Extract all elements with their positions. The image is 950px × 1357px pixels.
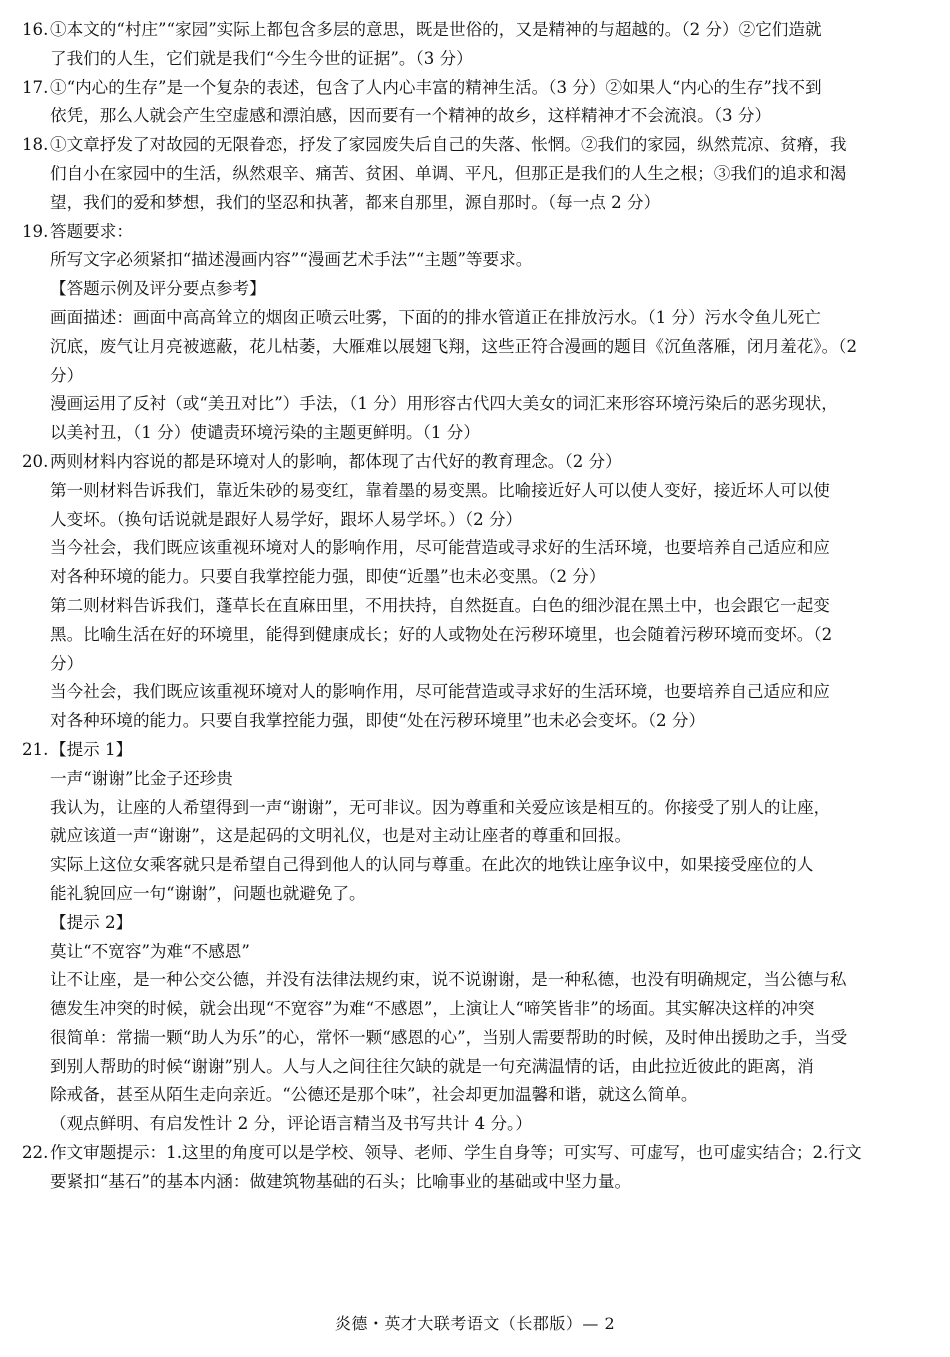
answer-line: 以美衬丑，（1 分）使谴责环境污染的主题更鲜明。（1 分） (50, 423, 480, 443)
answer-line: ①本文的“村庄”“家园”实际上都包含多层的意思，既是世俗的，又是精神的与超越的。（2 分）②它们造就 (50, 20, 822, 39)
answer-line: 两则材料内容说的都是环境对人的影响，都体现了古代好的教育理念。（2 分） (50, 451, 622, 471)
answer-19 (22, 218, 932, 448)
question-number: 17. (22, 77, 49, 97)
answer-line: 所写文字必须紧扣“描述漫画内容”“漫画艺术手法”“主题”等要求。 (50, 250, 533, 270)
answer-line: （观点鲜明、有启发性计 2 分，评论语言精当及书写共计 4 分。） (50, 1114, 532, 1134)
answer-line: 第一则材料告诉我们，靠近朱砂的易变红，靠着墨的易变黑。比喻接近好人可以使人变好，接近坏人可以使 (50, 480, 830, 500)
question-number: 22. (22, 1143, 49, 1163)
answer-line: 黑。比喻生活在好的环境里，能得到健康成长；好的人或物处在污秽环境里，也会随着污秽环境而变坏。（2 (50, 624, 833, 644)
answer-line: 【提示 1】 (50, 739, 133, 759)
answer-17 (22, 74, 932, 132)
answer-line: 让不让座，是一种公交公德，并没有法律法规约束，说不说谢谢，是一种私德，也没有明确规定，当公德与私 (50, 970, 847, 990)
answer-line: 实际上这位女乘客就只是希望自己得到他人的认同与尊重。在此次的地铁让座争议中，如果接受座位的人 (50, 855, 814, 875)
answer-line: 答题要求： (50, 221, 133, 241)
answer-line: 就应该道一声“谢谢”，这是起码的文明礼仪，也是对主动让座者的尊重和回报。 (50, 826, 632, 846)
answer-line: 沉底，废气让月亮被遮蔽，花儿枯萎，大雁难以展翅飞翔，这些正符合漫画的题目《沉鱼落雁，闭月羞花》。（2 (50, 336, 858, 356)
answer-16 (22, 16, 932, 74)
answer-line: 除戒备，甚至从陌生走向亲近。“公德还是那个味”，社会却更加温馨和谐，就这么简单。 (50, 1085, 698, 1105)
answer-line: 对各种环境的能力。只要自我掌控能力强，即使“近墨”也未必变黑。（2 分） (50, 567, 606, 587)
answer-line: 了我们的人生，它们就是我们“今生今世的证据”。（3 分） (50, 48, 473, 68)
answer-line: 能礼貌回应一句“谢谢”，问题也就避免了。 (50, 883, 366, 903)
answer-line: ①“内心的生存”是一个复杂的表述，包含了人内心丰富的精神生活。（3 分）②如果人“内心的生存”找不到 (50, 77, 822, 97)
answer-line: 当今社会，我们既应该重视环境对人的影响作用，尽可能营造或寻求好的生活环境，也要培养自己适应和应 (50, 682, 830, 702)
answer-18 (22, 131, 932, 217)
answer-line: 对各种环境的能力。只要自我掌控能力强，即使“处在污秽环境里”也未必会变坏。（2 分） (50, 711, 706, 731)
answer-line: 一声“谢谢”比金子还珍贵 (50, 768, 233, 788)
answer-line: 分） (50, 653, 84, 673)
answer-line: 到别人帮助的时候“谢谢”别人。人与人之间往往欠缺的就是一句充满温情的话，由此拉近彼此的距离，消 (50, 1056, 814, 1076)
question-number: 20. (22, 451, 49, 471)
answer-line: 【答题示例及评分要点参考】 (50, 279, 266, 299)
answer-line: 我认为，让座的人希望得到一声“谢谢”，无可非议。因为尊重和关爱应该是相互的。你接受了别人的让座， (50, 797, 831, 817)
answer-line: 依凭，那么人就会产生空虚感和漂泊感，因而要有一个精神的故乡，这样精神才不会流浪。（3 分） (50, 106, 772, 126)
answer-21 (22, 736, 932, 1139)
question-number: 16. (22, 20, 49, 39)
answer-20 (22, 448, 932, 736)
answer-line: 要紧扣“基石”的基本内涵：做建筑物基础的石头；比喻事业的基础或中坚力量。 (50, 1171, 632, 1191)
answer-line: 莫让“不宽容”为难“不感恩” (50, 941, 250, 961)
answer-line: 分） (50, 365, 84, 385)
answer-line: 望，我们的爱和梦想，我们的坚忍和执著，都来自那里，源自那时。（每一点 2 分） (50, 192, 661, 212)
answer-line: ①文章抒发了对故园的无限眷恋，抒发了家园废失后自己的失落、怅惘。②我们的家园，纵然荒凉、贫瘠，我 (50, 135, 847, 155)
answer-22 (22, 1139, 932, 1197)
answer-line: 【提示 2】 (50, 912, 133, 932)
answer-line: 很简单：常揣一颗“助人为乐”的心，常怀一颗“感恩的心”，当别人需要帮助的时候，及时伸出援助之手，当受 (50, 1027, 848, 1047)
answer-line: 画面描述：画面中高高耸立的烟囱正喷云吐雾，下面的的排水管道正在排放污水。（1 分）污水令鱼儿死亡 (50, 307, 821, 327)
page-footer: 炎德・英才大联考语文（长郡版）— 2 (334, 1314, 616, 1333)
answer-line: 们自小在家园中的生活，纵然艰辛、痛苦、贫困、单调、平凡，但那正是我们的人生之根；③我们的追求和渴 (50, 163, 847, 183)
answer-line: 人变坏。（换句话说就是跟好人易学好，跟坏人易学坏。）（2 分） (50, 509, 523, 529)
answer-line: 漫画运用了反衬（或“美丑对比”）手法，（1 分）用形容古代四大美女的词汇来形容环境污染后的恶劣现状， (50, 394, 838, 414)
answer-line: 第二则材料告诉我们，蓬草长在直麻田里，不用扶持，自然挺直。白色的细沙混在黑土中，也会跟它一起变 (50, 595, 830, 615)
question-number: 21. (22, 739, 49, 759)
answer-content (22, 16, 932, 1197)
answer-line: 德发生冲突的时候，就会出现“不宽容”为难“不感恩”，上演让人“啼笑皆非”的场面。其实解决这样的冲突 (50, 999, 815, 1019)
answer-line: 作文审题提示：1.这里的角度可以是学校、领导、老师、学生自身等；可实写、可虚写，也可虚实结合；2.行文 (50, 1143, 862, 1163)
answer-line: 当今社会，我们既应该重视环境对人的影响作用，尽可能营造或寻求好的生活环境，也要培养自己适应和应 (50, 538, 830, 558)
question-number: 19. (22, 221, 49, 241)
question-number: 18. (22, 135, 49, 155)
